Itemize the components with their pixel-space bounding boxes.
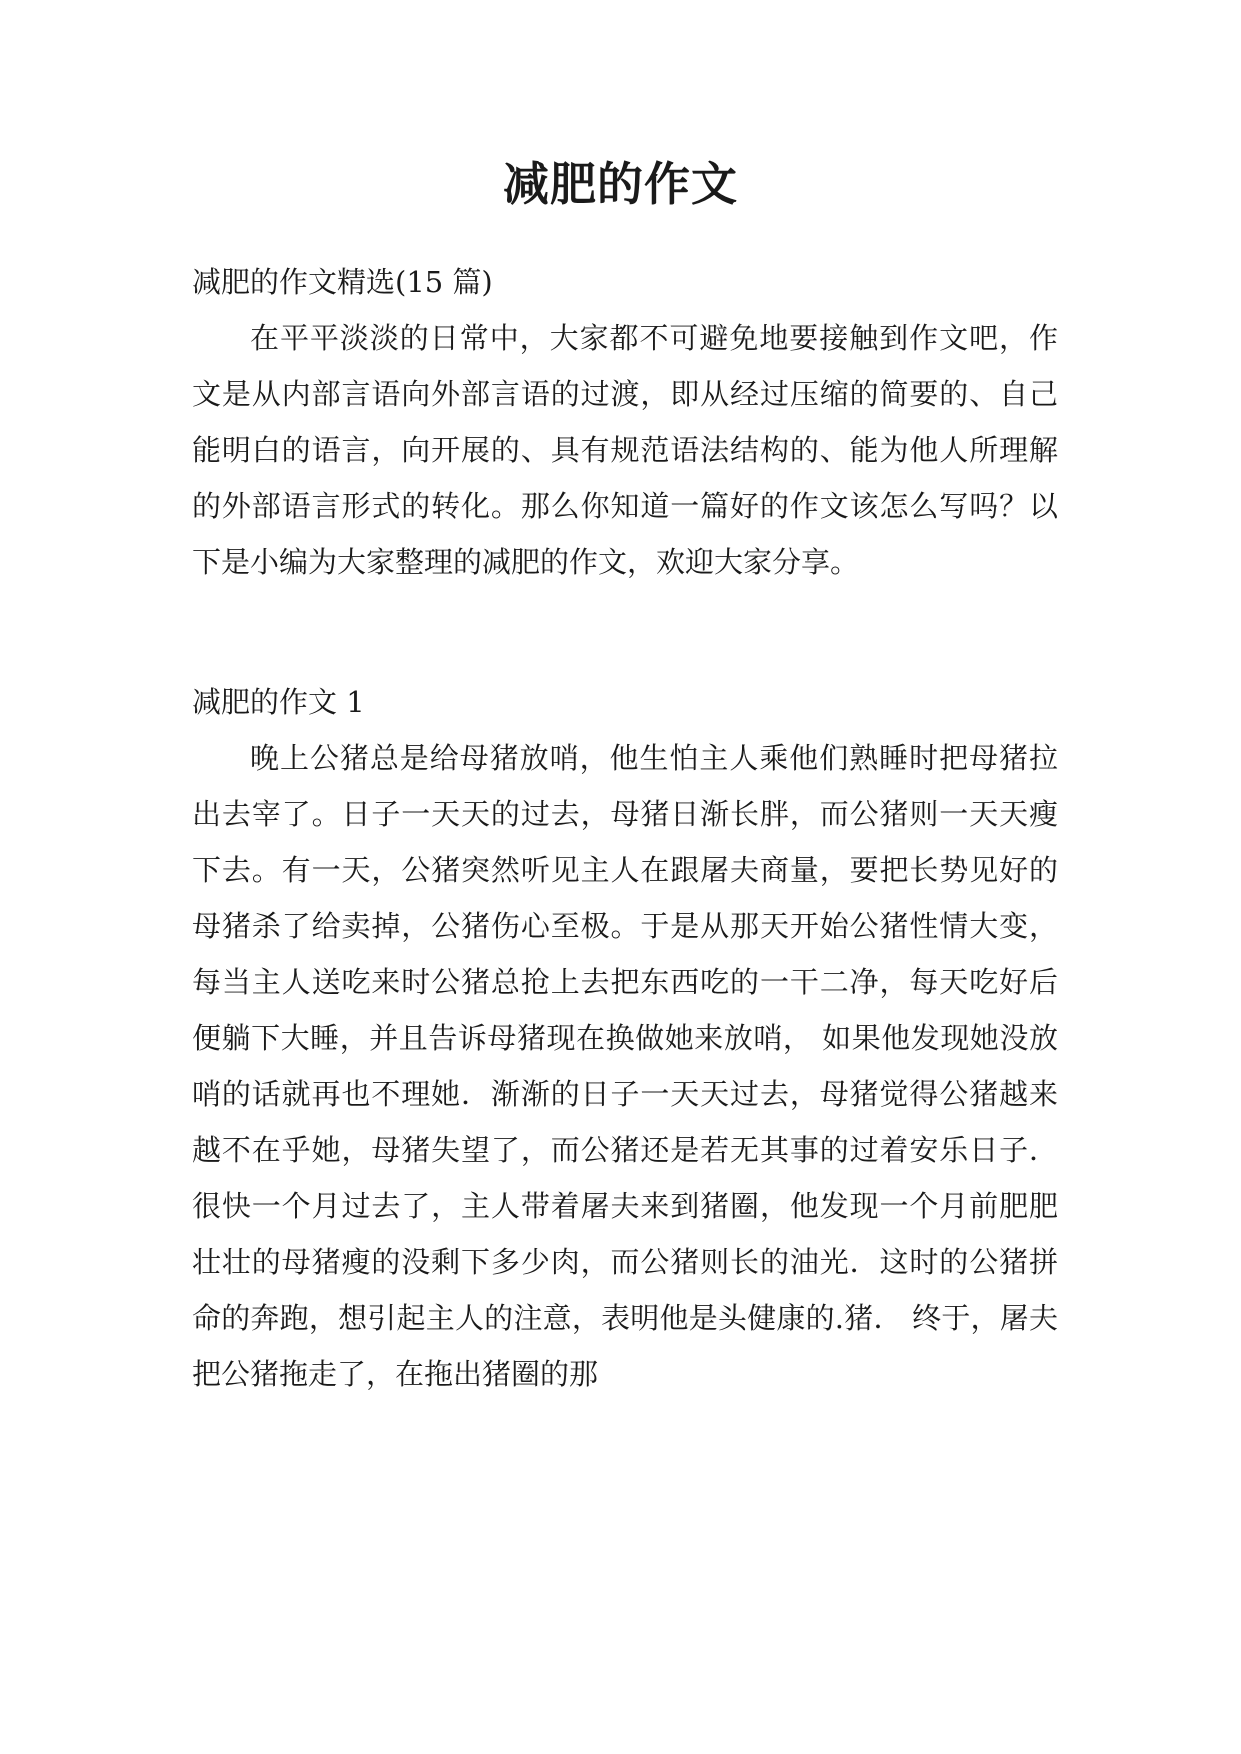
intro-paragraph: 在平平淡淡的日常中，大家都不可避免地要接触到作文吧，作文是从内部言语向外部言语的过渡，即从经过压缩的简要的、自己能明白的语言，向开展的、具有规范语法结构的、能为他人所理解的外部语言形式的转化。那么你知道一篇好的作文该怎么写吗？以下是小编为大家整理的减肥的作文，欢迎大家分享。 [192,321,1058,579]
section-heading: 减肥的作文 1 [192,685,365,719]
section-paragraph: 晚上公猪总是给母猪放哨，他生怕主人乘他们熟睡时把母猪拉出去宰了。日子一天天的过去，母猪日渐长胖，而公猪则一天天瘦下去。有一天，公猪突然听见主人在跟屠夫商量，要把长势见好的母猪杀了给卖掉，公猪伤心至极。于是从那天开始公猪性情大变， 每当主人送吃来时公猪总抢上去把东西吃的一干二净，每天吃好后便躺下大睡，并且告诉母猪现在换做她来放哨， 如果他发现她没放哨的话就再也不理她．渐渐的日子一天天过去，母猪觉得公猪越来越不在乎她，母猪失望了，而公猪还是若无其事的过着安乐日子．很快一个月过去了，主人带着屠夫来到猪圈，他发现一个月前肥肥壮壮的母猪瘦的没剩下多少肉，而公猪则长的油光．这时的公猪拼命的奔跑，想引起主人的注意，表明他是头健康的.猪． 终于，屠夫把公猪拖走了，在拖出猪圈的那 [192,741,1058,1391]
document-title: 减肥的作文 [503,157,738,211]
document-subtitle: 减肥的作文精选(15 篇) [192,265,493,299]
